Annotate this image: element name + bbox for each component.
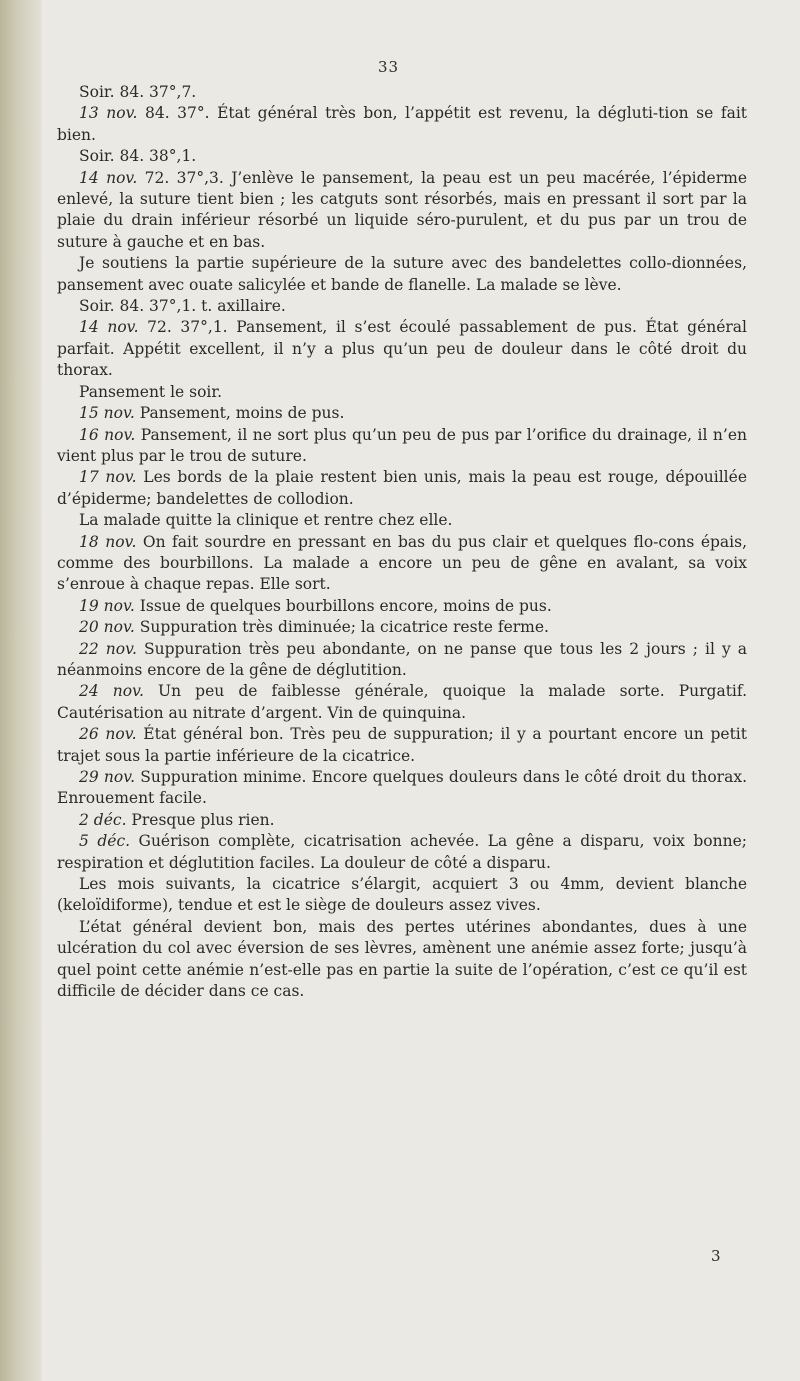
entry-text: Guérison complète, cicatrisation achevée. La gêne a disparu, voix bonne; respiration et déglutition faciles. La douleur de côté a disparu. [57,832,747,872]
entry-paragraph [57,596,747,617]
entry-text: 72. 37°,3. J’enlève le pansement, la peau est un peu macérée, l’épiderme enlevé, la suture tient bien ; les catguts sont résorbés, mais en pressant il sort par la plaie du drain inférieur résorbé un liquide séro-purulent, et du pus par un trou de suture à gauche et en bas. [57,168,748,251]
entry-paragraph [57,168,747,254]
entry-text: Soir. 84. 37°,7. [79,83,197,101]
entry-date: 14 nov. [79,318,139,337]
entry-text: Les mois suivants, la cicatrice s’élargit, acquiert 3 ou 4mm, devient blanche (keloïdiforme), tendue et est le siège de douleurs assez vives. [57,875,747,915]
entry-text: 72. 37°,1. Pansement, il s’est écoulé passablement de pus. État général parfait. Appétit excellent, il n’y a plus qu’un peu de douleur dans le côté droit du thorax. [57,318,747,380]
signature-mark: 3 [711,1247,721,1265]
entry-paragraph [57,874,747,917]
entry-date: 14 nov. [79,168,138,187]
entry-text: Un peu de faiblesse générale, quoique la malade sorte. Purgatif. Cautérisation au nitrate d’argent. Vin de quinquina. [57,682,747,722]
page-edge-shadow [0,0,42,1381]
entry-paragraph [57,510,747,531]
entry-date: 18 nov. [79,532,137,551]
entry-date: 15 nov. [79,404,135,423]
entry-paragraph [57,382,747,403]
entry-paragraph [57,296,747,317]
entry-paragraph [57,617,747,638]
entry-text: On fait sourdre en pressant en bas du pus clair et quelques flo-cons épais, comme des bourbillons. La malade a encore un peu de gêne en avalant, sa voix s’enroue à chaque repas. Elle sort. [57,532,747,594]
entry-paragraph [57,767,747,810]
entry-paragraph [57,681,747,724]
entry-paragraph [57,467,747,510]
entry-date: 2 déc. [79,810,127,829]
entry-text: Suppuration très diminuée; la cicatrice reste ferme. [134,618,549,637]
entry-text: Soir. 84. 37°,1. t. axillaire. [79,297,286,316]
entry-paragraph [57,917,747,1003]
entry-text: Je soutiens la partie supérieure de la suture avec des bandelettes collo-dionnées, pansement avec ouate salicylée et bande de flanelle. La malade se lève. [57,254,747,294]
entry-paragraph [57,82,747,103]
entry-date: 17 nov. [79,468,137,487]
page-number: 33 [378,58,400,76]
entry-date: 29 nov. [79,768,136,786]
entry-text: Pansement le soir. [79,382,223,401]
entry-paragraph [57,146,747,167]
entry-text: État général bon. Très peu de suppuration; il y a pourtant encore un petit trajet sous la partie inférieure de la cicatrice. [57,725,747,765]
entry-date: 26 nov. [79,725,137,744]
entry-date: 5 déc. [79,832,131,851]
entry-date: 13 nov. [79,104,138,123]
entry-paragraph [57,253,747,296]
entry-date: 19 nov. [79,596,135,615]
entry-date: 22 nov. [79,639,137,658]
entry-paragraph [57,103,747,146]
entry-date: 24 nov. [79,682,144,701]
entry-paragraph [57,639,747,682]
entry-text: Suppuration très peu abondante, on ne panse que tous les 2 jours ; il y a néanmoins encore de la gêne de déglutition. [57,639,747,679]
entry-text: Pansement, moins de pus. [134,404,345,423]
entry-paragraph [57,532,747,596]
entry-text: 84. 37°. État général très bon, l’appétit est revenu, la dégluti-tion se fait bien. [57,104,748,144]
body-text [57,82,747,1002]
entry-text: L’état général devient bon, mais des pertes utérines abondantes, dues à une ulcération du col avec éversion de ses lèvres, amènent une anémie assez forte; jusqu’à quel point cette anémie n’est-elle pas en partie la suite de l’opération, c’est ce qu’il est difficile de décider dans ce cas. [57,917,747,1001]
entry-date: 16 nov. [79,425,136,444]
entry-text: Issue de quelques bourbillons encore, moins de pus. [134,596,552,615]
entry-paragraph [57,317,747,381]
entry-paragraph [57,724,747,767]
entry-text: Pansement, il ne sort plus qu’un peu de pus par l’orifice du drainage, il n’en vient plus par le trou de suture. [57,425,747,465]
entry-paragraph [57,831,747,874]
entry-text: Suppuration minime. Encore quelques douleurs dans le côté droit du thorax. Enrouement facile. [57,768,748,808]
entry-paragraph [57,403,747,424]
entry-paragraph [57,810,747,831]
entry-text: La malade quitte la clinique et rentre chez elle. [79,511,453,530]
entry-text: Les bords de la plaie restent bien unis, mais la peau est rouge, dépouillée d’épiderme; bandelettes de collodion. [57,468,747,508]
entry-paragraph [57,425,747,468]
entry-date: 20 nov. [79,618,135,637]
entry-text: Soir. 84. 38°,1. [79,147,197,166]
entry-text: Presque plus rien. [126,810,275,829]
